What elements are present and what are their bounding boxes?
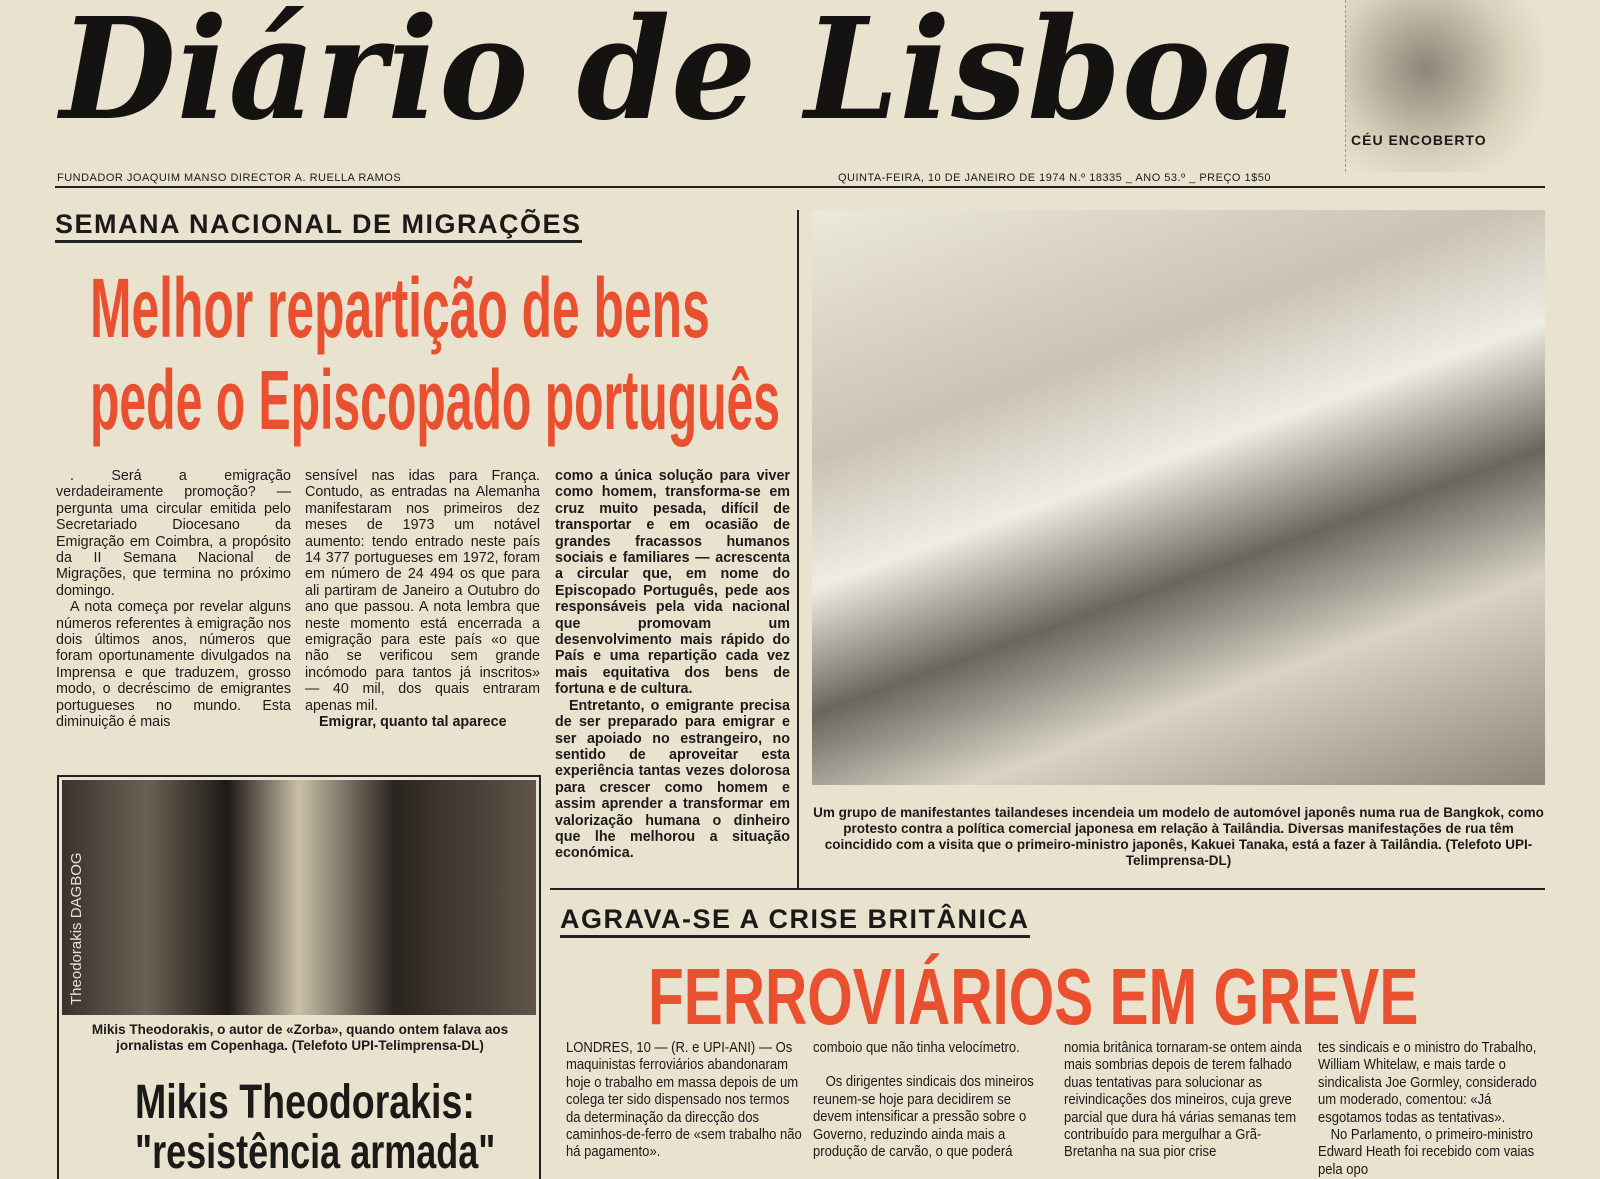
article-headline [135,1078,615,1178]
article-column: comboio que não tinha velocímetro. Os dirigentes sindicais dos mineiros reunem-se hoje para decidirem se devem intensificar a pressão sobre o Governo, reduzindo ainda mais a produção de carvão, o que poderá [813,1040,1034,1161]
photo-caption: Um grupo de manifestantes tailandeses incendeia um modelo de automóvel japonês numa rua de Bangkok, como protesto contra a política comercial japonesa em relação à Tailândia. Diversas manifestações de rua têm coincidido com a visita que o primeiro-ministro japonês, Kakuei Tanaka, está a fazer à Tailândia. (Telefoto UPI-Telimprensa-DL) [813,805,1544,868]
article-kicker: AGRAVA-SE A CRISE BRITÂNICA [560,903,1030,938]
headline-line: Mikis Theodorakis: [135,1076,475,1129]
article-kicker: SEMANA NACIONAL DE MIGRAÇÕES [55,208,582,243]
article-column: tes sindicais e o ministro do Trabalho, William Whitelaw, e mais tarde o sindicalista Joe Gormley, considerado um moderado, comentou: «Já esgotamos todas as tentativas». No Parlamento, o primeiro-ministro Edward Heath foi recebido com vaias pela opo [1318,1040,1537,1178]
masthead-rule [55,186,1545,188]
column-rule [797,210,799,890]
headline-line: Melhor repartição de bens [90,261,710,355]
dateline: QUINTA-FEIRA, 10 DE JANEIRO DE 1974 N.º 18335 _ ANO 53.º _ PREÇO 1$50 [838,172,1271,184]
article-column: nomia britânica tornaram-se ontem ainda mais sombrias depois de terem falhado duas tentativas para solucionar as reivindicações dos mineiros, cuja greve parcial que dura há várias semanas tem contribuído para mergulhar a Grã-Bretanha na sua pior crise [1064,1040,1302,1161]
headline-line: FERROVIÁRIOS EM GREVE [648,952,1419,1041]
weather-illustration [1345,0,1545,172]
section-rule [550,888,1545,890]
weather-label: CÉU ENCOBERTO [1351,132,1487,148]
theodorakis-photo [62,780,536,1015]
masthead-title: Diário de Lisboa [60,0,1300,152]
article-column: como a única solução para viver como homem, transforma-se em cruz muito pesada, difícil de transportar e em ocasião de grandes fracassos humanos sociais e familiares — acrescenta a circular que, em nome do Episcopado Português, pede aos responsáveis pela vida nacional que promovam um desenvolvimento mais rápido do País e uma repartição cada vez mais equitativa dos bens de fortuna e de cultura. Entretanto, o emigrante precisa de ser preparado para emigrar e ser apoiado no estrangeiro, no sentido de aproveitar esta experiência tantas vezes dolorosa para crescer como homem e assim aprender a transformar em valorização humana o dinheiro que lhe melhorou a situação económica. [555,468,790,862]
article-column: . Será a emigração verdadeiramente promoção? — pergunta uma circular emitida pelo Secretariado Diocesano da Emigração em Coimbra, a propósito da II Semana Nacional de Migrações, que termina no próximo domingo. A nota começa por revelar alguns números referentes à emigração nos dois últimos anos, números que foram oportunamente divulgados na Imprensa e que traduzem, grosso modo, o decréscimo de emigrantes portugueses no mundo. Esta diminuição é mais [56,468,291,731]
protest-photo [812,210,1545,785]
founder-line: FUNDADOR JOAQUIM MANSO DIRECTOR A. RUELLA RAMOS [57,172,402,184]
photo-caption: Mikis Theodorakis, o autor de «Zorba», quando ontem falava aos jornalistas em Copenhaga. (Telefoto UPI-Telimprensa-DL) [91,1022,509,1053]
article-column: sensível nas idas para França. Contudo, as entradas na Alemanha manifestaram nos primeiros dez meses de 1973 um notável aumento: tendo entrado neste país 14 377 portugueses em 1972, foram em número de 24 494 os que para ali partiram de Janeiro a Outubro do ano que passou. A nota lembra que neste momento está encerrada a emigração para este país «o que não se verificou sem grande incómodo para tantos já inscritos» — 40 mil, dos quais entraram apenas mil. Emigrar, quanto tal aparece [305,468,540,731]
article-headline [648,952,1600,1041]
article-column: LONDRES, 10 — (R. e UPI-ANI) — Os maquinistas ferroviários abandonaram hoje o trabalho em massa depois de um colega ter sido dispensado nos termos da determinação da direcção dos caminhos-de-ferro de «sem trabalho não há pagamento». [566,1040,802,1161]
headline-line: pede o Episcopado português [90,353,781,447]
book-label: Theodorakis DAGBOG [68,852,85,1005]
headline-line: "resistência armada" [135,1126,496,1179]
